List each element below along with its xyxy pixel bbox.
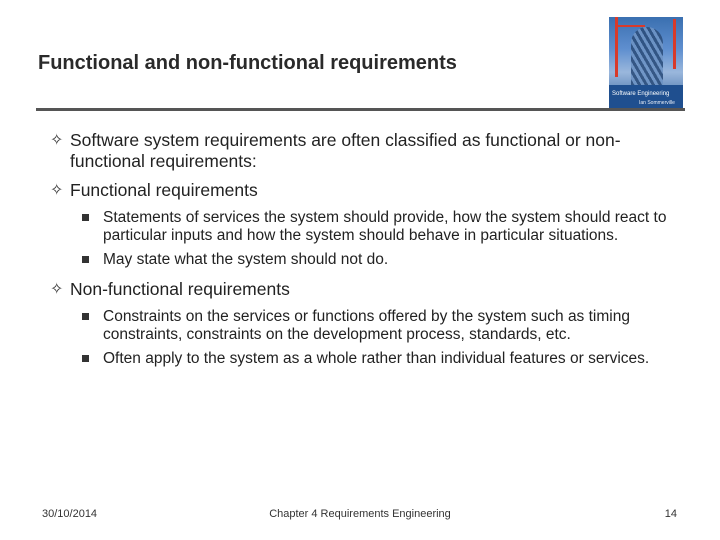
bullet-item xyxy=(50,279,670,300)
square-bullet-icon xyxy=(82,355,89,362)
sub-bullet-item xyxy=(82,209,670,245)
diamond-bullet-icon: ✧ xyxy=(50,182,64,199)
footer-chapter: Chapter 4 Requirements Engineering xyxy=(269,508,451,520)
sub-bullet-list xyxy=(82,308,670,368)
square-bullet-icon xyxy=(82,214,89,221)
bullet-item xyxy=(50,180,670,201)
sub-bullet-text: May state what the system should not do. xyxy=(103,251,389,268)
sub-bullet-text: Constraints on the services or functions offered by the system such as timing constraints, constraints on the development process, standards, etc. xyxy=(103,308,630,343)
sub-bullet-text: Statements of services the system should provide, how the system should react to particular inputs and how the system should behave in particular situations. xyxy=(103,209,667,244)
bullet-text: Functional requirements xyxy=(70,180,258,200)
sub-bullet-list xyxy=(82,209,670,269)
cover-author: Ian Sommerville xyxy=(639,100,675,106)
bullet-text: Non-functional requirements xyxy=(70,279,290,299)
crane-shape xyxy=(673,19,676,69)
sub-bullet-item xyxy=(82,251,670,269)
square-bullet-icon xyxy=(82,313,89,320)
diamond-bullet-icon: ✧ xyxy=(50,281,64,298)
footer-date: 30/10/2014 xyxy=(42,508,98,520)
sub-bullet-text: Often apply to the system as a whole rather than individual features or services. xyxy=(103,350,650,367)
slide-body xyxy=(50,130,670,378)
square-bullet-icon xyxy=(82,256,89,263)
slide-title: Functional and non-functional requirements xyxy=(38,52,457,74)
sub-bullet-item xyxy=(82,350,670,368)
page-number: 14 xyxy=(664,508,677,520)
bullet-text: Software system requirements are often classified as functional or non-functional requirements: xyxy=(70,130,621,171)
diamond-bullet-icon: ✧ xyxy=(50,132,64,149)
title-divider xyxy=(36,108,685,111)
sub-bullet-item xyxy=(82,308,670,344)
book-cover-image xyxy=(609,17,683,109)
bullet-item xyxy=(50,130,670,172)
cover-title: Software Engineering xyxy=(612,91,670,97)
crane-arm-shape xyxy=(615,25,645,27)
